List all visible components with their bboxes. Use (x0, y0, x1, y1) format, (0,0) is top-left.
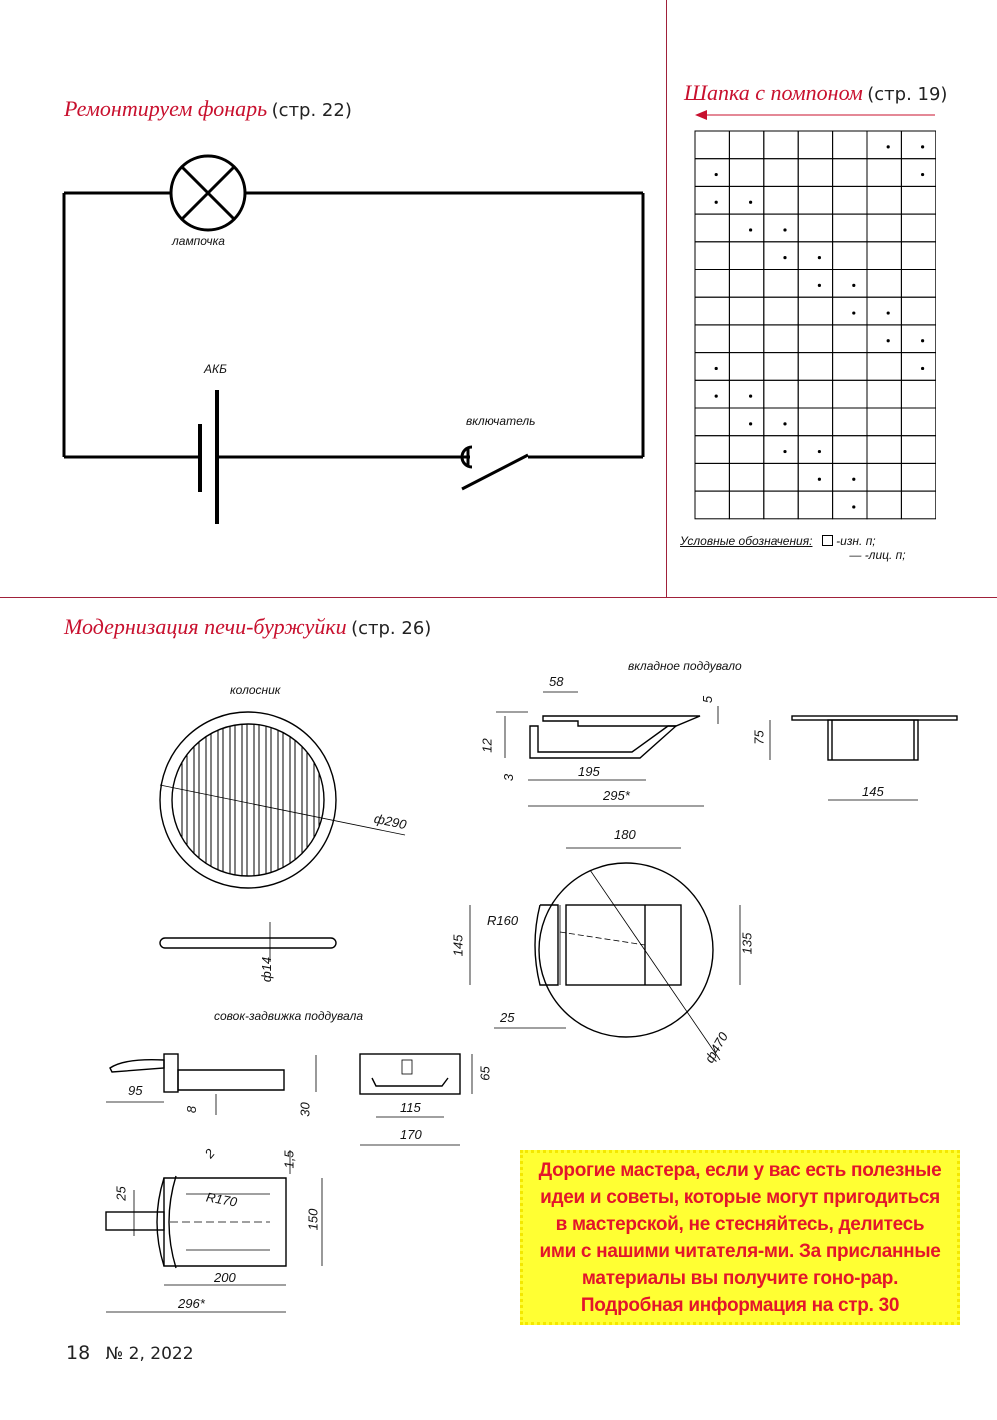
chart-cell (798, 436, 832, 464)
dim-135: 135 (739, 932, 755, 955)
chart-dot (783, 450, 786, 453)
chart-cell (695, 353, 729, 381)
chart-cell (729, 463, 763, 491)
chart-cell (798, 463, 832, 491)
chart-dot (818, 284, 821, 287)
chart-cell (695, 297, 729, 325)
chart-cell (764, 242, 798, 270)
dim-195: 195 (578, 764, 600, 779)
reader-notice-text: Дорогие мастера, если у вас есть полезные идеи и советы, которые могут пригодиться в мастерской, не стесняйтесь, делитесь ими с нашими читателя-ми. За присланные материалы вы получите гоно-рар. Подробная информация на стр. 30 (538, 1159, 942, 1316)
chart-dot (852, 284, 855, 287)
dim-200: 200 (214, 1270, 236, 1285)
horizontal-divider (0, 597, 997, 598)
chart-cell (764, 270, 798, 298)
chart-cell (729, 436, 763, 464)
circuit-diagram (0, 140, 666, 540)
chart-cell (798, 186, 832, 214)
chart-cell (833, 491, 867, 519)
issue-number: № 2, 2022 (105, 1344, 194, 1364)
chart-cell (764, 131, 798, 159)
chart-cell (901, 463, 935, 491)
chart-cell (867, 325, 901, 353)
chart-dot (887, 311, 890, 314)
dim-30: 30 (297, 1102, 313, 1117)
insert-label: вкладное поддувало (628, 659, 742, 673)
dim-12: 12 (479, 738, 495, 753)
chart-cell (901, 353, 935, 381)
chart-cell (695, 380, 729, 408)
dim-r170: R170 (204, 1189, 239, 1210)
chart-cell (798, 353, 832, 381)
chart-cell (798, 325, 832, 353)
dim-180: 180 (614, 827, 636, 842)
chart-cell (729, 214, 763, 242)
battery-symbol (200, 390, 217, 524)
chart-cell (729, 408, 763, 436)
chart-dot (715, 201, 718, 204)
direction-arrow (695, 108, 940, 122)
dim-115: 115 (400, 1100, 421, 1115)
chart-cell (695, 159, 729, 187)
chart-cell (798, 242, 832, 270)
chart-dot (749, 228, 752, 231)
chart-cell (695, 325, 729, 353)
knitting-chart (694, 130, 936, 522)
dim-8: 8 (184, 1105, 200, 1114)
chart-cell (867, 353, 901, 381)
chart-cell (867, 270, 901, 298)
chart-dot (852, 311, 855, 314)
dim-295: 295* (603, 788, 630, 803)
chart-dot (887, 339, 890, 342)
chart-cell (901, 242, 935, 270)
chart-cell (764, 214, 798, 242)
chart-cell (867, 214, 901, 242)
chart-cell (833, 380, 867, 408)
lamp-label: лампочка (172, 234, 225, 248)
dim-25-top: 25 (500, 1010, 515, 1025)
chart-cell (764, 436, 798, 464)
chart-cell (798, 131, 832, 159)
chart-dot (818, 256, 821, 259)
chart-cell (901, 297, 935, 325)
chart-dot (818, 478, 821, 481)
legend-title: Условные обозначения: (680, 534, 813, 548)
chart-cell (901, 436, 935, 464)
chart-cell (867, 380, 901, 408)
chart-cell (695, 214, 729, 242)
chart-cell (867, 491, 901, 519)
lantern-title-ref: (стр. 22) (271, 100, 352, 121)
chart-cell (901, 408, 935, 436)
legend-purl: -изн. п; (836, 534, 876, 548)
legend-knit-icon: — (849, 548, 862, 562)
stove-title-text: Модернизация печи-буржуйки (64, 614, 347, 639)
chart-cell (833, 159, 867, 187)
scoop-label: совок-задвижка поддувала (214, 1009, 364, 1023)
chart-cell (867, 436, 901, 464)
chart-cell (764, 353, 798, 381)
chart-cell (695, 491, 729, 519)
chart-dot (921, 173, 924, 176)
chart-cell (867, 408, 901, 436)
chart-dot (715, 173, 718, 176)
lamp-symbol (171, 156, 245, 230)
legend (680, 534, 906, 562)
chart-cell (867, 297, 901, 325)
chart-cell (833, 463, 867, 491)
chart-cell (729, 186, 763, 214)
chart-cell (798, 214, 832, 242)
chart-cell (764, 380, 798, 408)
ashpan-top-view (470, 848, 740, 1060)
chart-cell (729, 325, 763, 353)
dim-58: 58 (549, 674, 564, 689)
switch-symbol (462, 447, 528, 489)
dim-290: ф290 (372, 810, 408, 833)
dim-14: ф14 (259, 956, 275, 983)
chart-cell (833, 325, 867, 353)
chart-cell (833, 270, 867, 298)
chart-cell (833, 242, 867, 270)
chart-cell (695, 242, 729, 270)
chart-cell (798, 380, 832, 408)
grate-label: колосник (230, 683, 281, 697)
chart-dot (887, 145, 890, 148)
chart-cell (867, 159, 901, 187)
legend-knit: -лиц. п; (864, 548, 906, 562)
reader-notice (520, 1150, 960, 1325)
chart-cell (729, 131, 763, 159)
chart-dot (715, 395, 718, 398)
chart-cell (798, 491, 832, 519)
dim-1-5: 1,5 (281, 1150, 297, 1169)
grate-drawing (160, 712, 405, 962)
chart-cell (901, 186, 935, 214)
chart-cell (901, 159, 935, 187)
chart-cell (901, 214, 935, 242)
chart-cell (901, 325, 935, 353)
dim-65: 65 (477, 1066, 493, 1081)
chart-cell (695, 270, 729, 298)
battery-label: АКБ (204, 362, 227, 376)
chart-cell (833, 186, 867, 214)
dim-25-scoop: 25 (113, 1186, 129, 1201)
chart-cell (764, 491, 798, 519)
lantern-title-text: Ремонтируем фонарь (64, 96, 268, 121)
chart-dot (818, 450, 821, 453)
chart-dot (852, 505, 855, 508)
switch-label: включатель (466, 414, 536, 428)
chart-cell (695, 186, 729, 214)
chart-cell (867, 186, 901, 214)
chart-cell (764, 186, 798, 214)
dim-145-front: 145 (862, 784, 884, 799)
dim-170: 170 (400, 1127, 422, 1142)
stove-title-ref: (стр. 26) (351, 618, 432, 639)
chart-dot (715, 367, 718, 370)
chart-dot (921, 145, 924, 148)
scoop-top-view (106, 1150, 322, 1312)
chart-cell (833, 436, 867, 464)
chart-dot (749, 422, 752, 425)
chart-cell (833, 353, 867, 381)
hat-title-ref: (стр. 19) (867, 84, 948, 105)
dim-3: 3 (501, 773, 517, 782)
dim-470: ф470 (701, 1029, 731, 1066)
dim-r160: R160 (487, 913, 519, 928)
legend-purl-icon (822, 535, 833, 546)
chart-dot (921, 367, 924, 370)
chart-dot (921, 339, 924, 342)
chart-cell (764, 159, 798, 187)
hat-title-text: Шапка с помпоном (684, 80, 863, 105)
chart-dot (852, 478, 855, 481)
chart-cell (867, 463, 901, 491)
chart-cell (695, 131, 729, 159)
chart-cell (798, 408, 832, 436)
chart-cell (901, 131, 935, 159)
chart-cell (729, 297, 763, 325)
chart-cell (833, 297, 867, 325)
chart-cell (867, 242, 901, 270)
chart-cell (833, 214, 867, 242)
chart-cell (901, 270, 935, 298)
chart-cell (798, 270, 832, 298)
chart-cell (798, 297, 832, 325)
hat-title (684, 80, 947, 106)
dim-150: 150 (305, 1208, 321, 1231)
chart-cell (833, 131, 867, 159)
dim-145-top: 145 (450, 934, 466, 957)
chart-cell (764, 408, 798, 436)
chart-dot (783, 228, 786, 231)
chart-dot (783, 422, 786, 425)
chart-cell (833, 408, 867, 436)
lantern-title (64, 96, 352, 122)
dim-95: 95 (128, 1083, 143, 1098)
chart-cell (901, 380, 935, 408)
chart-cell (695, 436, 729, 464)
chart-cell (729, 491, 763, 519)
chart-cell (729, 242, 763, 270)
page-footer (66, 1342, 194, 1364)
dim-2: 2 (201, 1145, 218, 1162)
chart-cell (867, 131, 901, 159)
chart-cell (729, 270, 763, 298)
vertical-divider (666, 0, 667, 597)
chart-cell (695, 463, 729, 491)
chart-dot (749, 395, 752, 398)
chart-cell (695, 408, 729, 436)
dim-296: 296* (178, 1296, 205, 1311)
chart-cell (764, 463, 798, 491)
dim-5: 5 (700, 695, 716, 704)
chart-cell (798, 159, 832, 187)
stove-title (64, 614, 431, 640)
chart-cell (764, 297, 798, 325)
chart-dot (783, 256, 786, 259)
chart-cell (729, 380, 763, 408)
page-number: 18 (66, 1342, 91, 1364)
chart-cell (729, 159, 763, 187)
chart-dot (749, 201, 752, 204)
chart-cell (901, 491, 935, 519)
chart-cell (764, 325, 798, 353)
chart-cell (729, 353, 763, 381)
dim-75: 75 (751, 730, 767, 745)
